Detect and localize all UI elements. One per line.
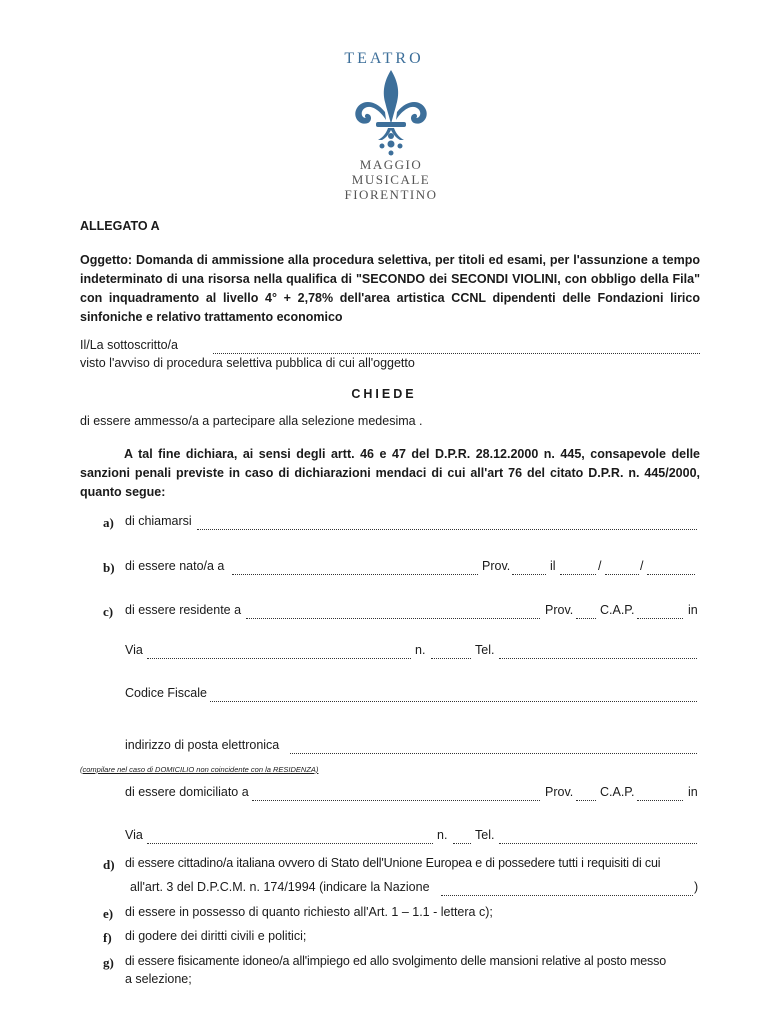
domicilio-number-field[interactable] xyxy=(453,842,471,844)
domicilio-city-field[interactable] xyxy=(252,799,540,801)
domicilio-n-label: n. xyxy=(437,828,448,842)
email-field[interactable] xyxy=(290,752,697,754)
item-d-close-paren: ) xyxy=(694,880,699,894)
item-b-label: di essere nato/a a xyxy=(125,559,225,573)
item-d-letter: d) xyxy=(103,857,115,872)
oggetto-paragraph: Oggetto: Domanda di ammissione alla procedura selettiva, per titoli ed esami, per l'assunzione a tempo indeterminato di una risorsa nella qualifica di "SECONDO dei SECONDI VIOLINI, con obbligo della Fila" con inquadramento al livello 4° + 2,78% dell'area artistica CCNL dipendenti delle Fondazioni lirico sinfoniche e relativo trattamento economico xyxy=(80,253,700,324)
item-b-letter: b) xyxy=(103,560,115,575)
birth-slash-2: / xyxy=(640,559,644,573)
chiede-heading: CHIEDE xyxy=(351,387,417,401)
logo-line-1: MAGGIO xyxy=(359,157,423,172)
domicilio-tel-label: Tel. xyxy=(475,828,495,842)
domicilio-cap-field[interactable] xyxy=(637,799,683,801)
allegato-heading: ALLEGATO A xyxy=(80,219,160,233)
item-c-prov-label: Prov. xyxy=(545,603,574,617)
domicilio-tel-field[interactable] xyxy=(499,842,697,844)
email-label: indirizzo di posta elettronica xyxy=(125,738,280,752)
sottoscritto-label: Il/La sottoscritto/a xyxy=(80,338,178,352)
logo-line-3: FIORENTINO xyxy=(344,187,438,202)
residence-tel-field[interactable] xyxy=(499,657,697,659)
logo-line-2: MUSICALE xyxy=(351,172,431,187)
item-a-letter: a) xyxy=(103,515,114,530)
residence-city-field[interactable] xyxy=(246,617,540,619)
fleur-de-lis-icon xyxy=(352,68,430,158)
item-e-letter: e) xyxy=(103,906,114,921)
domicilio-cap-label: C.A.P. xyxy=(600,785,635,799)
item-g-letter: g) xyxy=(103,955,114,970)
name-field[interactable] xyxy=(197,528,697,530)
item-c-label: di essere residente a xyxy=(125,603,242,617)
item-g-line1: di essere fisicamente idoneo/a all'impiego ed allo svolgimento delle mansioni relative al posto messo xyxy=(125,954,667,968)
residence-number-field[interactable] xyxy=(431,657,471,659)
domicilio-note: (compilare nel caso di DOMICILIO non coincidente con la RESIDENZA) xyxy=(80,765,319,774)
item-b-prov-label: Prov. xyxy=(482,559,511,573)
domicilio-via-label: Via xyxy=(125,828,143,842)
domicilio-via-field[interactable] xyxy=(147,842,433,844)
item-d-line2: all'art. 3 del D.P.C.M. n. 174/1994 (indicare la Nazione xyxy=(130,880,430,894)
birth-day-field[interactable] xyxy=(560,573,596,575)
item-e-label: di essere in possesso di quanto richiesto all'Art. 1 – 1.1 - lettera c); xyxy=(125,905,493,919)
residence-tel-label: Tel. xyxy=(475,643,495,657)
birth-prov-field[interactable] xyxy=(512,573,546,575)
codice-fiscale-field[interactable] xyxy=(210,700,697,702)
residence-cap-field[interactable] xyxy=(637,617,683,619)
residence-prov-field[interactable] xyxy=(576,617,596,619)
item-c-letter: c) xyxy=(103,604,114,619)
birthplace-field[interactable] xyxy=(232,573,478,575)
birth-year-field[interactable] xyxy=(647,573,695,575)
domicilio-prov-label: Prov. xyxy=(545,785,574,799)
birth-month-field[interactable] xyxy=(605,573,639,575)
item-a-label: di chiamarsi xyxy=(125,514,192,528)
ammesso-text: di essere ammesso/a a partecipare alla selezione medesima . xyxy=(80,414,423,428)
residence-via-label: Via xyxy=(125,643,143,657)
item-f-label: di godere dei diritti civili e politici; xyxy=(125,929,307,943)
logo-title: TEATRO xyxy=(344,50,424,67)
sottoscritto-field[interactable] xyxy=(213,352,700,354)
item-f-letter: f) xyxy=(103,930,112,945)
birth-slash-1: / xyxy=(598,559,602,573)
domicilio-prov-field[interactable] xyxy=(576,799,596,801)
nazione-field[interactable] xyxy=(441,894,693,896)
item-c-cap-label: C.A.P. xyxy=(600,603,635,617)
domicilio-label: di essere domiciliato a xyxy=(125,785,249,799)
item-g-line2: a selezione; xyxy=(125,972,192,986)
residence-via-field[interactable] xyxy=(147,657,411,659)
item-c-in-label: in xyxy=(688,603,698,617)
item-b-il-label: il xyxy=(550,559,556,573)
dichiara-paragraph: A tal fine dichiara, ai sensi degli artt. 46 e 47 del D.P.R. 28.12.2000 n. 445, consapevole delle sanzioni penali previste in caso di dichiarazioni mendaci di cui all'art 76 del citato D.P.R. n. 445/2000, quanto segue: xyxy=(80,447,700,499)
item-d-line1: di essere cittadino/a italiana ovvero di Stato dell'Unione Europea e di possedere tutti i requisiti di cui xyxy=(125,856,661,870)
visto-text: visto l'avviso di procedura selettiva pubblica di cui all'oggetto xyxy=(80,356,415,370)
domicilio-in-label: in xyxy=(688,785,698,799)
codice-fiscale-label: Codice Fiscale xyxy=(125,686,207,700)
residence-n-label: n. xyxy=(415,643,426,657)
